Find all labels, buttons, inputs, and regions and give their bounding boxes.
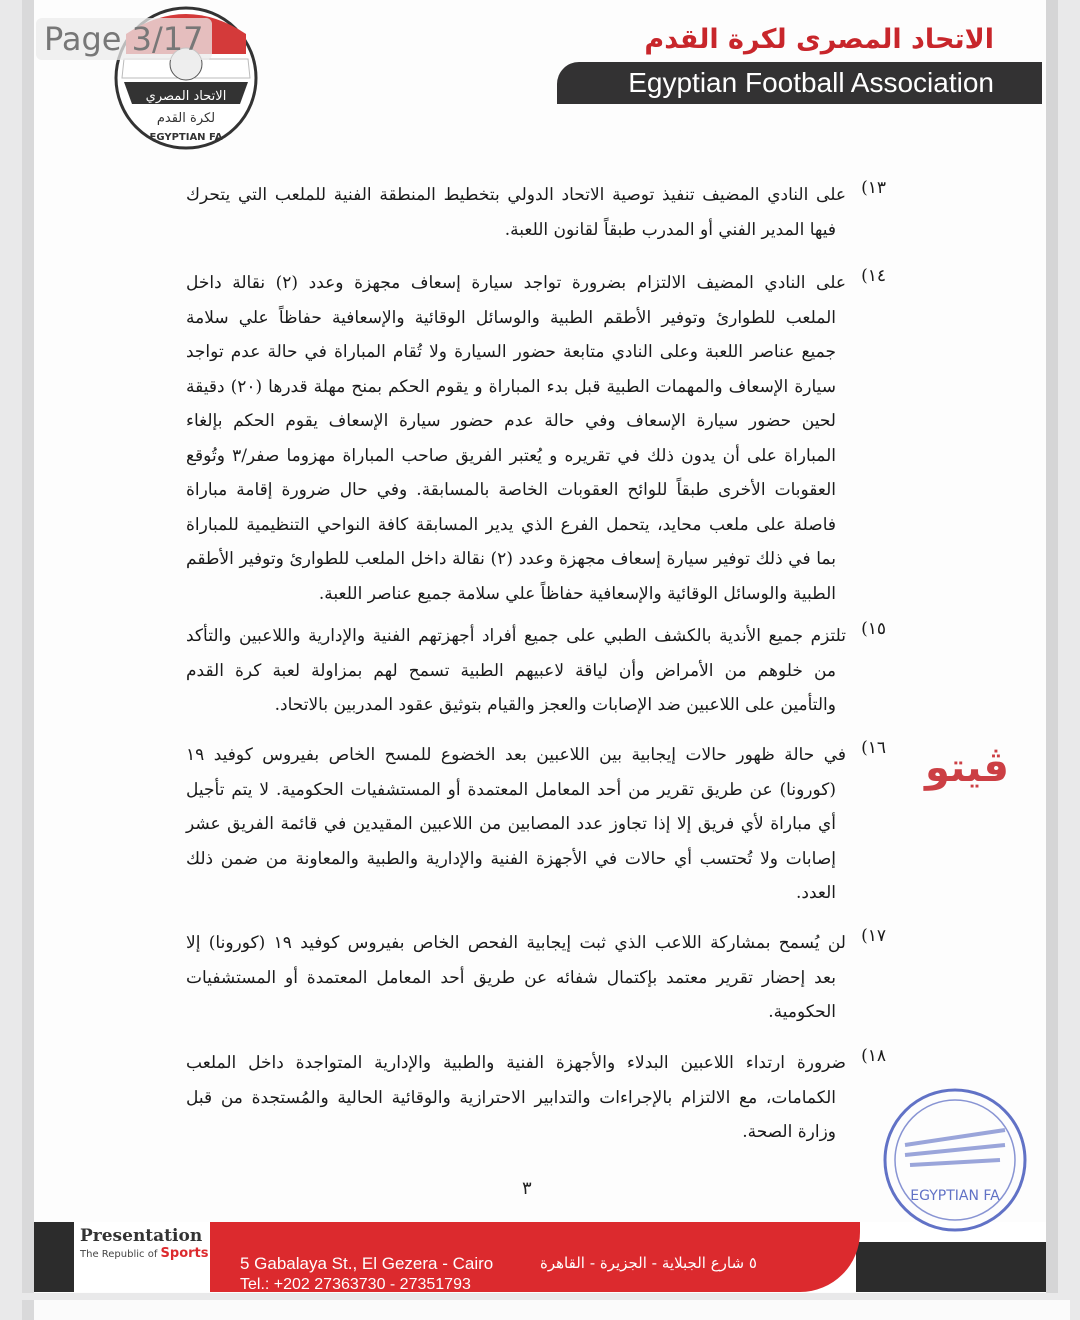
- clause-line: لحين حضور سيارة الإسعاف وفي حالة عدم حضور سيارة الإسعاف يقوم الحكم بإلغاء: [186, 411, 836, 431]
- clause-line: بعد إحضار تقرير معتمد بإكتمال شفائه عن طريق أحد المعامل المعتمدة أو المستشفيات: [186, 967, 836, 988]
- sponsor-brand: Presentation: [80, 1226, 203, 1246]
- clause-line: بما في ذلك توفير سيارة إسعاف مجهزة وعدد (٢) نقالة داخل الملعب للطوارئ وتوفير الأطقم: [186, 549, 836, 569]
- clause-line: على النادي المضيف الالتزام بضرورة تواجد سيارة إسعاف مجهزة وعدد (٢) نقالة داخل: [186, 273, 847, 293]
- clause-number: ١٣): [861, 178, 886, 198]
- clause-line: لن يُسمح بمشاركة اللاعب الذي ثبت إيجابية الفحص الخاص بفيروس كوفيد ١٩ (كورونا) إلا: [186, 933, 846, 953]
- tagline-text: The Republic of: [80, 1249, 158, 1260]
- clause-13: [186, 178, 886, 247]
- svg-text:الاتحاد المصري: الاتحاد المصري: [145, 89, 227, 104]
- tagline-accent: Sports: [160, 1246, 209, 1261]
- official-stamp-icon: [880, 1085, 1030, 1235]
- clause-line: الطبية والوسائل الوقائية والإسعافية حفاظاً علي سلامة جميع عناصر اللعبة.: [318, 583, 836, 604]
- next-page-edge: [22, 1300, 1070, 1320]
- clause-line: وزارة الصحة.: [742, 1122, 836, 1142]
- clause-line: فيها المدير الفني أو المدرب طبقاً لقانون اللعبة.: [504, 219, 836, 240]
- clause-line: (كورونا) عن طريق تقرير من أحد المعامل المعتمدة أو المستشفيات الحكومية. لا يتم تأجيل: [186, 779, 837, 800]
- clause-line: والتأمين على اللاعبين ضد الإصابات والعجز والقيام بتوثيق عقود المدربين بالاتحاد.: [274, 695, 836, 715]
- clause-line: فاصلة على ملعب محايد، يتحمل الفرع الذي يدير المسابقة كافة النواحي التنظيمية للمباراة: [186, 514, 836, 535]
- clause-number: ١٦): [861, 738, 886, 758]
- page-indicator: Page 3/17: [36, 18, 212, 60]
- clause-line: الملعب للطوارئ وتوفير الأطقم الطبية والوسائل الوقائية والإسعافية حفاظاً علي سلامة: [186, 307, 836, 328]
- clause-line: تلتزم جميع الأندية بالكشف الطبي على جميع أفراد أجهزتهم الفنية والإدارية واللاعبين والتأكد: [186, 626, 846, 646]
- clause-16: [186, 738, 886, 911]
- clause-line: العدد.: [795, 883, 836, 903]
- clause-line: الكمامات، مع الالتزام بالإجراءات والتدابير الاحترازية والوقائية الحالية والمُستجدة من قبل: [186, 1087, 836, 1108]
- header-title-arabic: الاتحاد المصرى لكرة القدم: [644, 24, 994, 55]
- clause-line: جميع عناصر اللعبة وعلى النادي متابعة حضور السيارة ولا تُقام المباراة في حالة عدم تواجد: [186, 342, 836, 362]
- address-english: 5 Gabalaya St., El Gezera - Cairo: [240, 1254, 494, 1273]
- clause-14: [186, 266, 886, 611]
- clause-line: الحكومية.: [768, 1002, 836, 1022]
- telephone: Tel.: +202 27363730 - 27351793: [240, 1276, 471, 1293]
- clause-line: إصابات ولا تُحتسب أي حالات في الأجهزة الفنية والإدارية والطبية والمعاونة من ضمن ذلك: [186, 848, 836, 869]
- svg-text:EGYPTIAN FA: EGYPTIAN FA: [910, 1188, 1000, 1204]
- clause-line: في حالة ظهور حالات إيجابية بين اللاعبين بعد الخضوع للمسح الخاص بفيروس كوفيد ١٩: [186, 745, 846, 765]
- footer-black-block: [34, 1222, 74, 1292]
- footer-black-block: [856, 1242, 1046, 1292]
- clause-line: المباراة على أن يدون ذلك في تقريره و يُعتبر الفريق صاحب المباراة مهزوما صفر/٣ وتُوقع: [186, 445, 836, 466]
- clause-number: ١٨): [861, 1046, 886, 1066]
- clause-number: ١٧): [861, 926, 886, 946]
- header-title-english: Egyptian Football Association: [557, 62, 1042, 104]
- clause-line: أي مباراة لأي فريق إلا إذا تجاوز عدد المصابين من اللاعبين المقيدين في قائمة الفريق عشر: [186, 814, 836, 834]
- clause-line: سيارة الإسعاف والمهمات الطبية قبل بدء المباراة و يقوم الحكم بمنح مهلة قدرها (٢٠) دقيقة: [186, 376, 836, 397]
- clause-18: [186, 1046, 886, 1150]
- clause-number: ١٥): [861, 619, 886, 639]
- clause-line: العقوبات الأخرى طبقاً للوائح العقوبات الخاصة بالمسابقة. وفي حال ضرورة إقامة مباراة: [186, 480, 836, 500]
- clause-line: ضرورة ارتداء اللاعبين البدلاء والأجهزة الفنية والطبية والإدارية المتواجدة داخل الملعب: [186, 1053, 846, 1073]
- clause-line: من خلوهم من الأمراض وأن لياقة لاعبيهم الطبية تسمح لهم بمزاولة لعبة كرة القدم: [186, 660, 836, 681]
- clause-17: [186, 926, 886, 1030]
- clause-number: ١٤): [861, 266, 886, 286]
- address-arabic: ٥ شارع الجبلاية - الجزيرة - القاهرة: [540, 1254, 757, 1272]
- svg-text:لكرة القدم: لكرة القدم: [156, 111, 216, 126]
- page-number: ٣: [522, 1178, 532, 1199]
- svg-text:EGYPTIAN FA: EGYPTIAN FA: [149, 132, 223, 143]
- watermark-logo: ڤيتو: [925, 745, 1009, 791]
- sponsor-tagline: [80, 1246, 209, 1261]
- clause-line: على النادي المضيف تنفيذ توصية الاتحاد الدولي بتخطيط المنطقة الفنية للملعب التي يتحرك: [186, 185, 846, 205]
- clause-15: [186, 619, 886, 723]
